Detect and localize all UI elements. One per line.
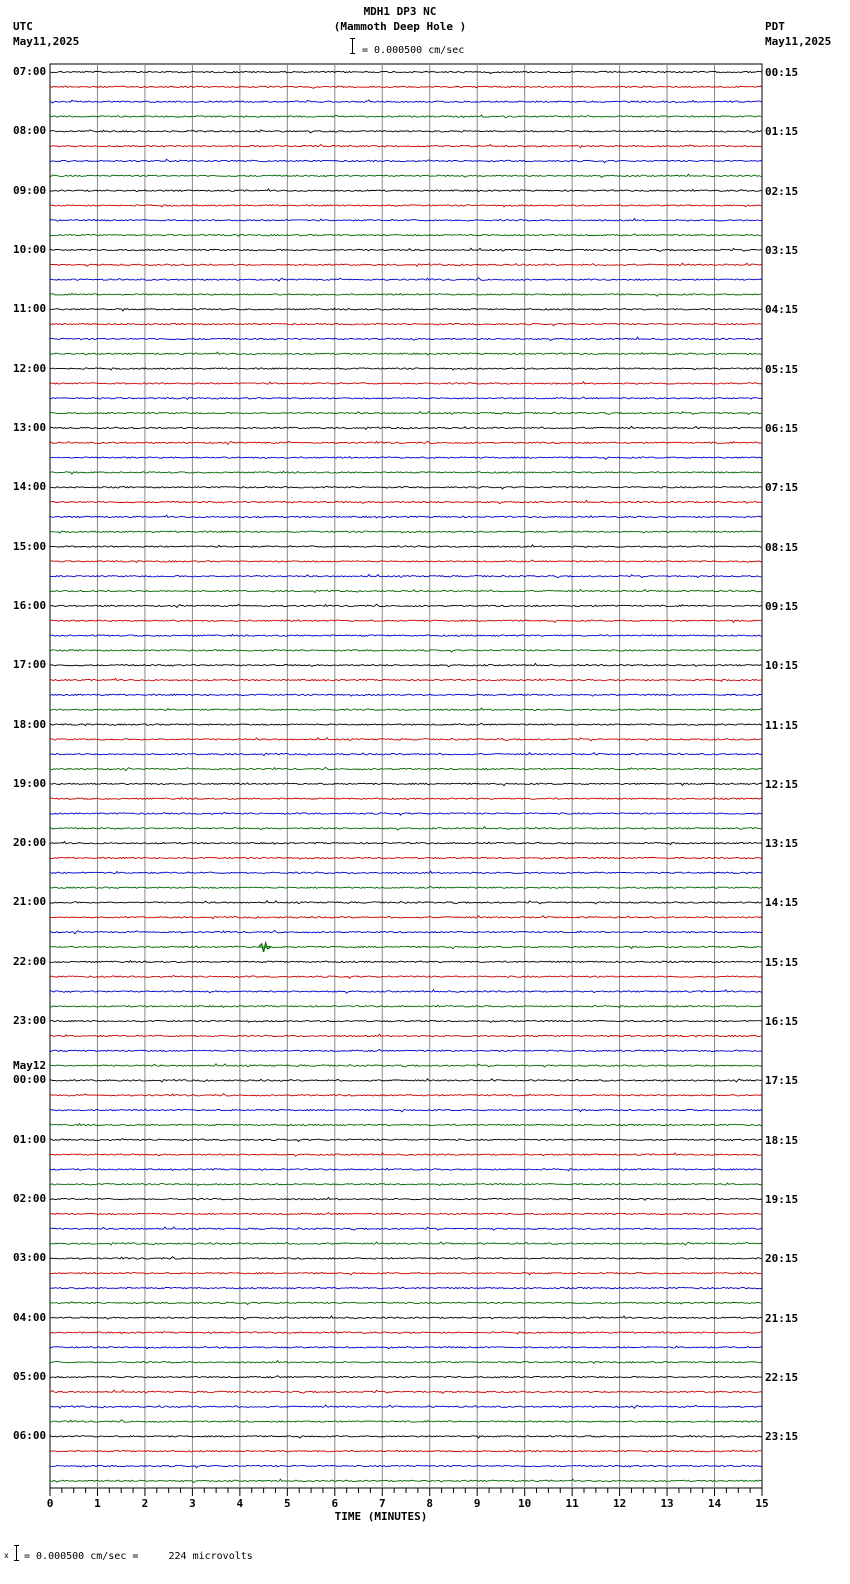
scale-text: = 0.000500 cm/sec bbox=[362, 45, 465, 56]
trace-line bbox=[50, 115, 762, 118]
trace-line bbox=[50, 219, 762, 221]
plot-frame bbox=[50, 64, 762, 1488]
right-date-label: May11,2025 bbox=[765, 35, 832, 48]
utc-hour-label: 16:00 bbox=[13, 598, 47, 612]
trace-line bbox=[50, 560, 762, 563]
trace-line bbox=[50, 100, 762, 103]
station-location: (Mammoth Deep Hole ) bbox=[333, 20, 467, 33]
trace-line bbox=[50, 589, 762, 592]
trace-line bbox=[50, 1242, 762, 1245]
trace-line bbox=[50, 723, 762, 726]
x-tick-label: 14 bbox=[707, 1497, 722, 1510]
trace-line bbox=[50, 990, 762, 993]
trace-line bbox=[50, 1376, 762, 1378]
footer-scale-text: = 0.000500 cm/sec = 224 microvolts bbox=[24, 1551, 253, 1562]
pdt-hour-label: 09:15 bbox=[765, 599, 799, 613]
trace-line bbox=[50, 634, 762, 636]
x-tick-label: 12 bbox=[612, 1497, 627, 1510]
trace-line bbox=[50, 738, 762, 741]
trace-line bbox=[50, 1346, 762, 1349]
trace-line bbox=[50, 545, 762, 547]
station-title: MDH1 DP3 NC bbox=[363, 5, 437, 18]
pdt-hour-label: 10:15 bbox=[765, 659, 799, 673]
utc-hour-label: 23:00 bbox=[13, 1014, 47, 1028]
trace-line bbox=[50, 1094, 762, 1096]
trace-line bbox=[50, 382, 762, 384]
trace-line bbox=[50, 471, 762, 474]
pdt-hour-label: 18:15 bbox=[765, 1133, 799, 1147]
trace-line bbox=[50, 871, 762, 874]
pdt-hour-label: 14:15 bbox=[765, 896, 799, 910]
x-axis-label: TIME (MINUTES) bbox=[334, 1510, 428, 1523]
utc-hour-label: 12:00 bbox=[13, 361, 47, 375]
trace-line bbox=[50, 337, 762, 340]
pdt-hour-label: 04:15 bbox=[765, 303, 799, 317]
trace-line bbox=[50, 441, 762, 444]
trace-line bbox=[50, 1272, 762, 1275]
trace-line bbox=[50, 1316, 762, 1319]
trace-line bbox=[50, 1124, 762, 1126]
pdt-hour-label: 17:15 bbox=[765, 1074, 799, 1088]
utc-hour-label: 04:00 bbox=[13, 1310, 47, 1324]
trace-line bbox=[50, 678, 762, 681]
trace-line bbox=[50, 1020, 762, 1022]
pdt-hour-label: 00:15 bbox=[765, 66, 799, 79]
utc-hour-label: 15:00 bbox=[13, 539, 47, 553]
left-zone-label: UTC bbox=[13, 20, 33, 33]
trace-line bbox=[50, 1049, 762, 1051]
trace-line bbox=[50, 1153, 762, 1156]
trace-line bbox=[50, 323, 762, 326]
trace-line bbox=[50, 486, 762, 489]
trace-line bbox=[50, 1302, 762, 1305]
utc-hour-label: 03:00 bbox=[13, 1251, 47, 1265]
trace-line bbox=[50, 916, 762, 919]
trace-line bbox=[50, 708, 762, 710]
left-date-label: May11,2025 bbox=[13, 35, 80, 48]
trace-line bbox=[50, 1390, 762, 1393]
pdt-hour-label: 23:15 bbox=[765, 1430, 799, 1444]
trace-line bbox=[50, 1139, 762, 1142]
trace-line bbox=[50, 159, 762, 162]
trace-line bbox=[50, 1183, 762, 1186]
pdt-hour-label: 08:15 bbox=[765, 540, 799, 554]
footer-scale-icon bbox=[4, 1545, 20, 1561]
trace-line bbox=[50, 1360, 762, 1363]
trace-line bbox=[50, 368, 762, 370]
trace-line bbox=[50, 189, 762, 192]
trace-line bbox=[50, 352, 762, 355]
trace-line bbox=[50, 234, 762, 237]
x-tick-label: 8 bbox=[426, 1497, 434, 1510]
trace-line bbox=[50, 130, 762, 133]
trace-line bbox=[50, 205, 762, 207]
trace-line bbox=[50, 620, 762, 623]
x-tick-label: 9 bbox=[473, 1497, 481, 1510]
x-tick-label: 7 bbox=[378, 1497, 386, 1510]
trace-line bbox=[50, 827, 762, 830]
utc-hour-label: 22:00 bbox=[13, 954, 47, 968]
pdt-hour-label: 06:15 bbox=[765, 421, 799, 435]
trace-line bbox=[50, 767, 762, 770]
trace-line bbox=[50, 1331, 762, 1334]
x-tick-label: 5 bbox=[284, 1497, 291, 1510]
pdt-hour-label: 12:15 bbox=[765, 777, 799, 791]
x-tick-label: 15 bbox=[755, 1497, 769, 1510]
pdt-hour-label: 19:15 bbox=[765, 1193, 799, 1207]
pdt-hour-label: 02:15 bbox=[765, 184, 799, 198]
pdt-hour-label: 07:15 bbox=[765, 481, 799, 495]
utc-hour-label: 19:00 bbox=[13, 776, 47, 790]
pdt-hour-label: 13:15 bbox=[765, 837, 799, 851]
trace-line bbox=[50, 663, 762, 666]
trace-line bbox=[50, 857, 762, 859]
trace-line bbox=[50, 1168, 762, 1171]
trace-line bbox=[50, 397, 762, 400]
trace-line bbox=[50, 842, 762, 845]
trace-line bbox=[50, 500, 762, 503]
x-tick-label: 3 bbox=[189, 1497, 196, 1510]
pdt-hour-label: 11:15 bbox=[765, 718, 799, 732]
trace-line bbox=[50, 901, 762, 904]
utc-hour-label: 06:00 bbox=[13, 1429, 47, 1443]
utc-hour-label: 11:00 bbox=[13, 302, 47, 316]
trace-line bbox=[50, 575, 762, 578]
utc-hour-label: 20:00 bbox=[13, 836, 47, 850]
trace-line bbox=[50, 797, 762, 799]
trace-line bbox=[50, 976, 762, 979]
utc-hour-label: 14:00 bbox=[13, 480, 47, 494]
x-tick-label: 4 bbox=[236, 1497, 244, 1510]
utc-hour-label: 07:00 bbox=[13, 65, 47, 78]
trace-line bbox=[50, 1109, 762, 1112]
pdt-hour-label: 15:15 bbox=[765, 955, 799, 969]
trace-line bbox=[50, 426, 762, 429]
trace-line bbox=[50, 783, 762, 786]
utc-hour-label: 00:00 bbox=[13, 1073, 47, 1087]
trace-line bbox=[50, 411, 762, 414]
trace-line bbox=[50, 694, 762, 696]
x-tick-label: 0 bbox=[46, 1497, 54, 1510]
right-zone-label: PDT bbox=[765, 20, 785, 33]
utc-hour-label: 09:00 bbox=[13, 183, 47, 197]
trace-line bbox=[50, 1034, 762, 1037]
trace-line bbox=[50, 1213, 762, 1215]
trace-line bbox=[50, 753, 762, 756]
event-spike bbox=[259, 943, 271, 952]
trace-line bbox=[50, 1197, 762, 1200]
trace-line bbox=[50, 1079, 762, 1082]
trace-line bbox=[50, 930, 762, 933]
trace-line bbox=[50, 604, 762, 607]
trace-line bbox=[50, 515, 762, 518]
trace-line bbox=[50, 1450, 762, 1452]
trace-line bbox=[50, 946, 762, 949]
trace-line bbox=[50, 293, 762, 296]
x-tick-label: 13 bbox=[660, 1497, 674, 1510]
x-tick-label: 1 bbox=[94, 1497, 101, 1510]
utc-hour-label: 08:00 bbox=[13, 124, 47, 138]
utc-hour-label: 21:00 bbox=[13, 895, 47, 909]
utc-hour-label: 17:00 bbox=[13, 658, 47, 672]
trace-line bbox=[50, 649, 762, 652]
x-tick-label: 10 bbox=[518, 1497, 532, 1510]
trace-line bbox=[50, 886, 762, 888]
utc-hour-label: 02:00 bbox=[13, 1192, 47, 1206]
trace-line bbox=[50, 1287, 762, 1288]
pdt-hour-label: 21:15 bbox=[765, 1311, 799, 1325]
trace-line bbox=[50, 278, 762, 281]
trace-line bbox=[50, 86, 762, 88]
x-tick-label: 11 bbox=[565, 1497, 579, 1510]
pdt-hour-label: 03:15 bbox=[765, 243, 799, 257]
trace-line bbox=[50, 263, 762, 266]
trace-line bbox=[50, 531, 762, 533]
trace-line bbox=[50, 961, 762, 963]
utc-hour-label: 01:00 bbox=[13, 1132, 47, 1146]
trace-line bbox=[50, 1405, 762, 1408]
trace-line bbox=[50, 144, 762, 147]
x-tick-label: 6 bbox=[331, 1497, 339, 1510]
svg-text:x: x bbox=[4, 1551, 9, 1560]
trace-line bbox=[50, 1227, 762, 1230]
trace-line bbox=[50, 1257, 762, 1259]
date-change-label: May12 bbox=[13, 1059, 47, 1073]
trace-line bbox=[50, 1465, 762, 1467]
pdt-hour-label: 05:15 bbox=[765, 362, 799, 376]
x-tick-label: 2 bbox=[141, 1497, 149, 1510]
utc-hour-label: 18:00 bbox=[13, 717, 47, 731]
trace-line bbox=[50, 457, 762, 460]
utc-hour-label: 13:00 bbox=[13, 420, 47, 434]
trace-line bbox=[50, 813, 762, 816]
trace-line bbox=[50, 174, 762, 177]
trace-line bbox=[50, 71, 762, 73]
pdt-hour-label: 20:15 bbox=[765, 1252, 799, 1266]
utc-hour-label: 05:00 bbox=[13, 1370, 47, 1384]
pdt-hour-label: 01:15 bbox=[765, 125, 799, 139]
trace-line bbox=[50, 1420, 762, 1422]
trace-line bbox=[50, 1479, 762, 1482]
pdt-hour-label: 16:15 bbox=[765, 1015, 799, 1029]
utc-hour-label: 10:00 bbox=[13, 242, 47, 256]
trace-line bbox=[50, 1435, 762, 1438]
trace-line bbox=[50, 308, 762, 311]
trace-line bbox=[50, 1005, 762, 1008]
trace-line bbox=[50, 1064, 762, 1067]
trace-line bbox=[50, 248, 762, 251]
pdt-hour-label: 22:15 bbox=[765, 1371, 799, 1385]
